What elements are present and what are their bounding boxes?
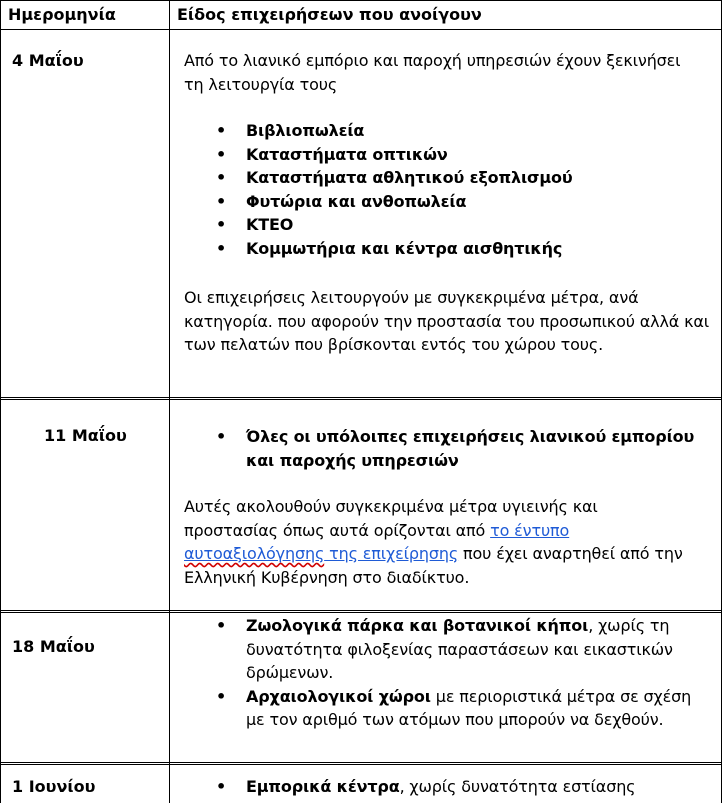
list-item: • Καταστήματα αθλητικού εξοπλισμού <box>246 166 706 190</box>
list-item: • Εμπορικά κέντρα, χωρίς δυνατότητα εστίασης <box>246 775 706 799</box>
bullet-icon: • <box>216 238 227 258</box>
list-item: • ΚΤΕΟ <box>246 213 706 237</box>
row-separator-1b <box>0 399 722 400</box>
column-separator <box>169 0 170 803</box>
row1-business-list <box>216 119 706 260</box>
bullet-icon: • <box>216 215 227 234</box>
self-assessment-form-link[interactable]: το έντυπο αυτοαξιολόγησης της επιχείρησης <box>184 520 570 563</box>
list-item: • Όλες οι υπόλοιπες επιχειρήσεις λιανικού εμπορίου και παροχής υπηρεσιών <box>216 427 695 470</box>
list-item: • Αρχαιολογικοί χώροι με περιοριστικά μέτρα σε σχέση με τον αριθμό των ατόμων που μπορούν να δεχθούν. <box>216 686 692 729</box>
row-separator-2b <box>0 612 722 613</box>
row-date-may-11: 11 Μαΐου <box>44 426 127 445</box>
header-date: Ημερομηνία <box>8 5 116 24</box>
row-separator-3 <box>0 762 722 763</box>
bullet-icon: • <box>216 144 227 164</box>
row-separator-2 <box>0 610 722 611</box>
header-separator <box>0 29 722 30</box>
header-business-type: Είδος επιχειρήσεων που ανοίγουν <box>177 5 482 24</box>
bullet-icon: • <box>216 121 227 140</box>
row1-outro: Οι επιχειρήσεις λειτουργούν με συγκεκριμένα μέτρα, ανά κατηγορία. που αφορούν την προστασία του προσωπικού αλλά και των πελατών που βρίσκονται εντός του χώρου τους. <box>184 288 710 354</box>
bullet-icon: • <box>216 777 227 796</box>
row1-intro: Από το λιανικό εμπόριο και παροχή υπηρεσιών έχουν ξεκινήσει τη λειτουργία τους <box>184 51 681 94</box>
list-item: • Καταστήματα οπτικών <box>246 143 706 167</box>
row-date-june-1: 1 Ιουνίου <box>12 777 96 796</box>
bullet-icon: • <box>216 191 227 211</box>
row4-business-list <box>216 775 706 799</box>
list-item: • Κομμωτήρια και κέντρα αισθητικής <box>246 237 706 261</box>
table-border-top <box>0 0 722 1</box>
row2-business-list <box>216 425 716 472</box>
bullet-icon: • <box>216 616 227 635</box>
row-separator-1 <box>0 397 722 398</box>
list-item: • Ζωολογικά πάρκα και βοτανικοί κήποι, χωρίς τη δυνατότητα φιλοξενίας παραστάσεων και εικαστικών δρώμενων. <box>216 616 673 682</box>
row-date-may-4: 4 Μαΐου <box>12 51 84 70</box>
table-border-left <box>0 0 1 803</box>
bullet-icon: • <box>216 686 227 706</box>
bullet-icon: • <box>216 427 227 446</box>
list-item: • Φυτώρια και ανθοπωλεία <box>246 190 706 214</box>
row3-business-list <box>216 614 696 732</box>
row-date-may-18: 18 Μαΐου <box>12 637 95 656</box>
row-separator-3b <box>0 764 722 765</box>
list-item: • Βιβλιοπωλεία <box>246 119 706 143</box>
row2-description: Αυτές ακολουθούν συγκεκριμένα μέτρα υγιεινής και προστασίας όπως αυτά ορίζονται από το έντυπο αυτοαξιολόγησης της επιχείρησης που έχει αναρτηθεί από την Ελληνική Κυβέρνηση στο διαδίκτυο. <box>184 497 683 587</box>
bullet-icon: • <box>216 168 227 187</box>
